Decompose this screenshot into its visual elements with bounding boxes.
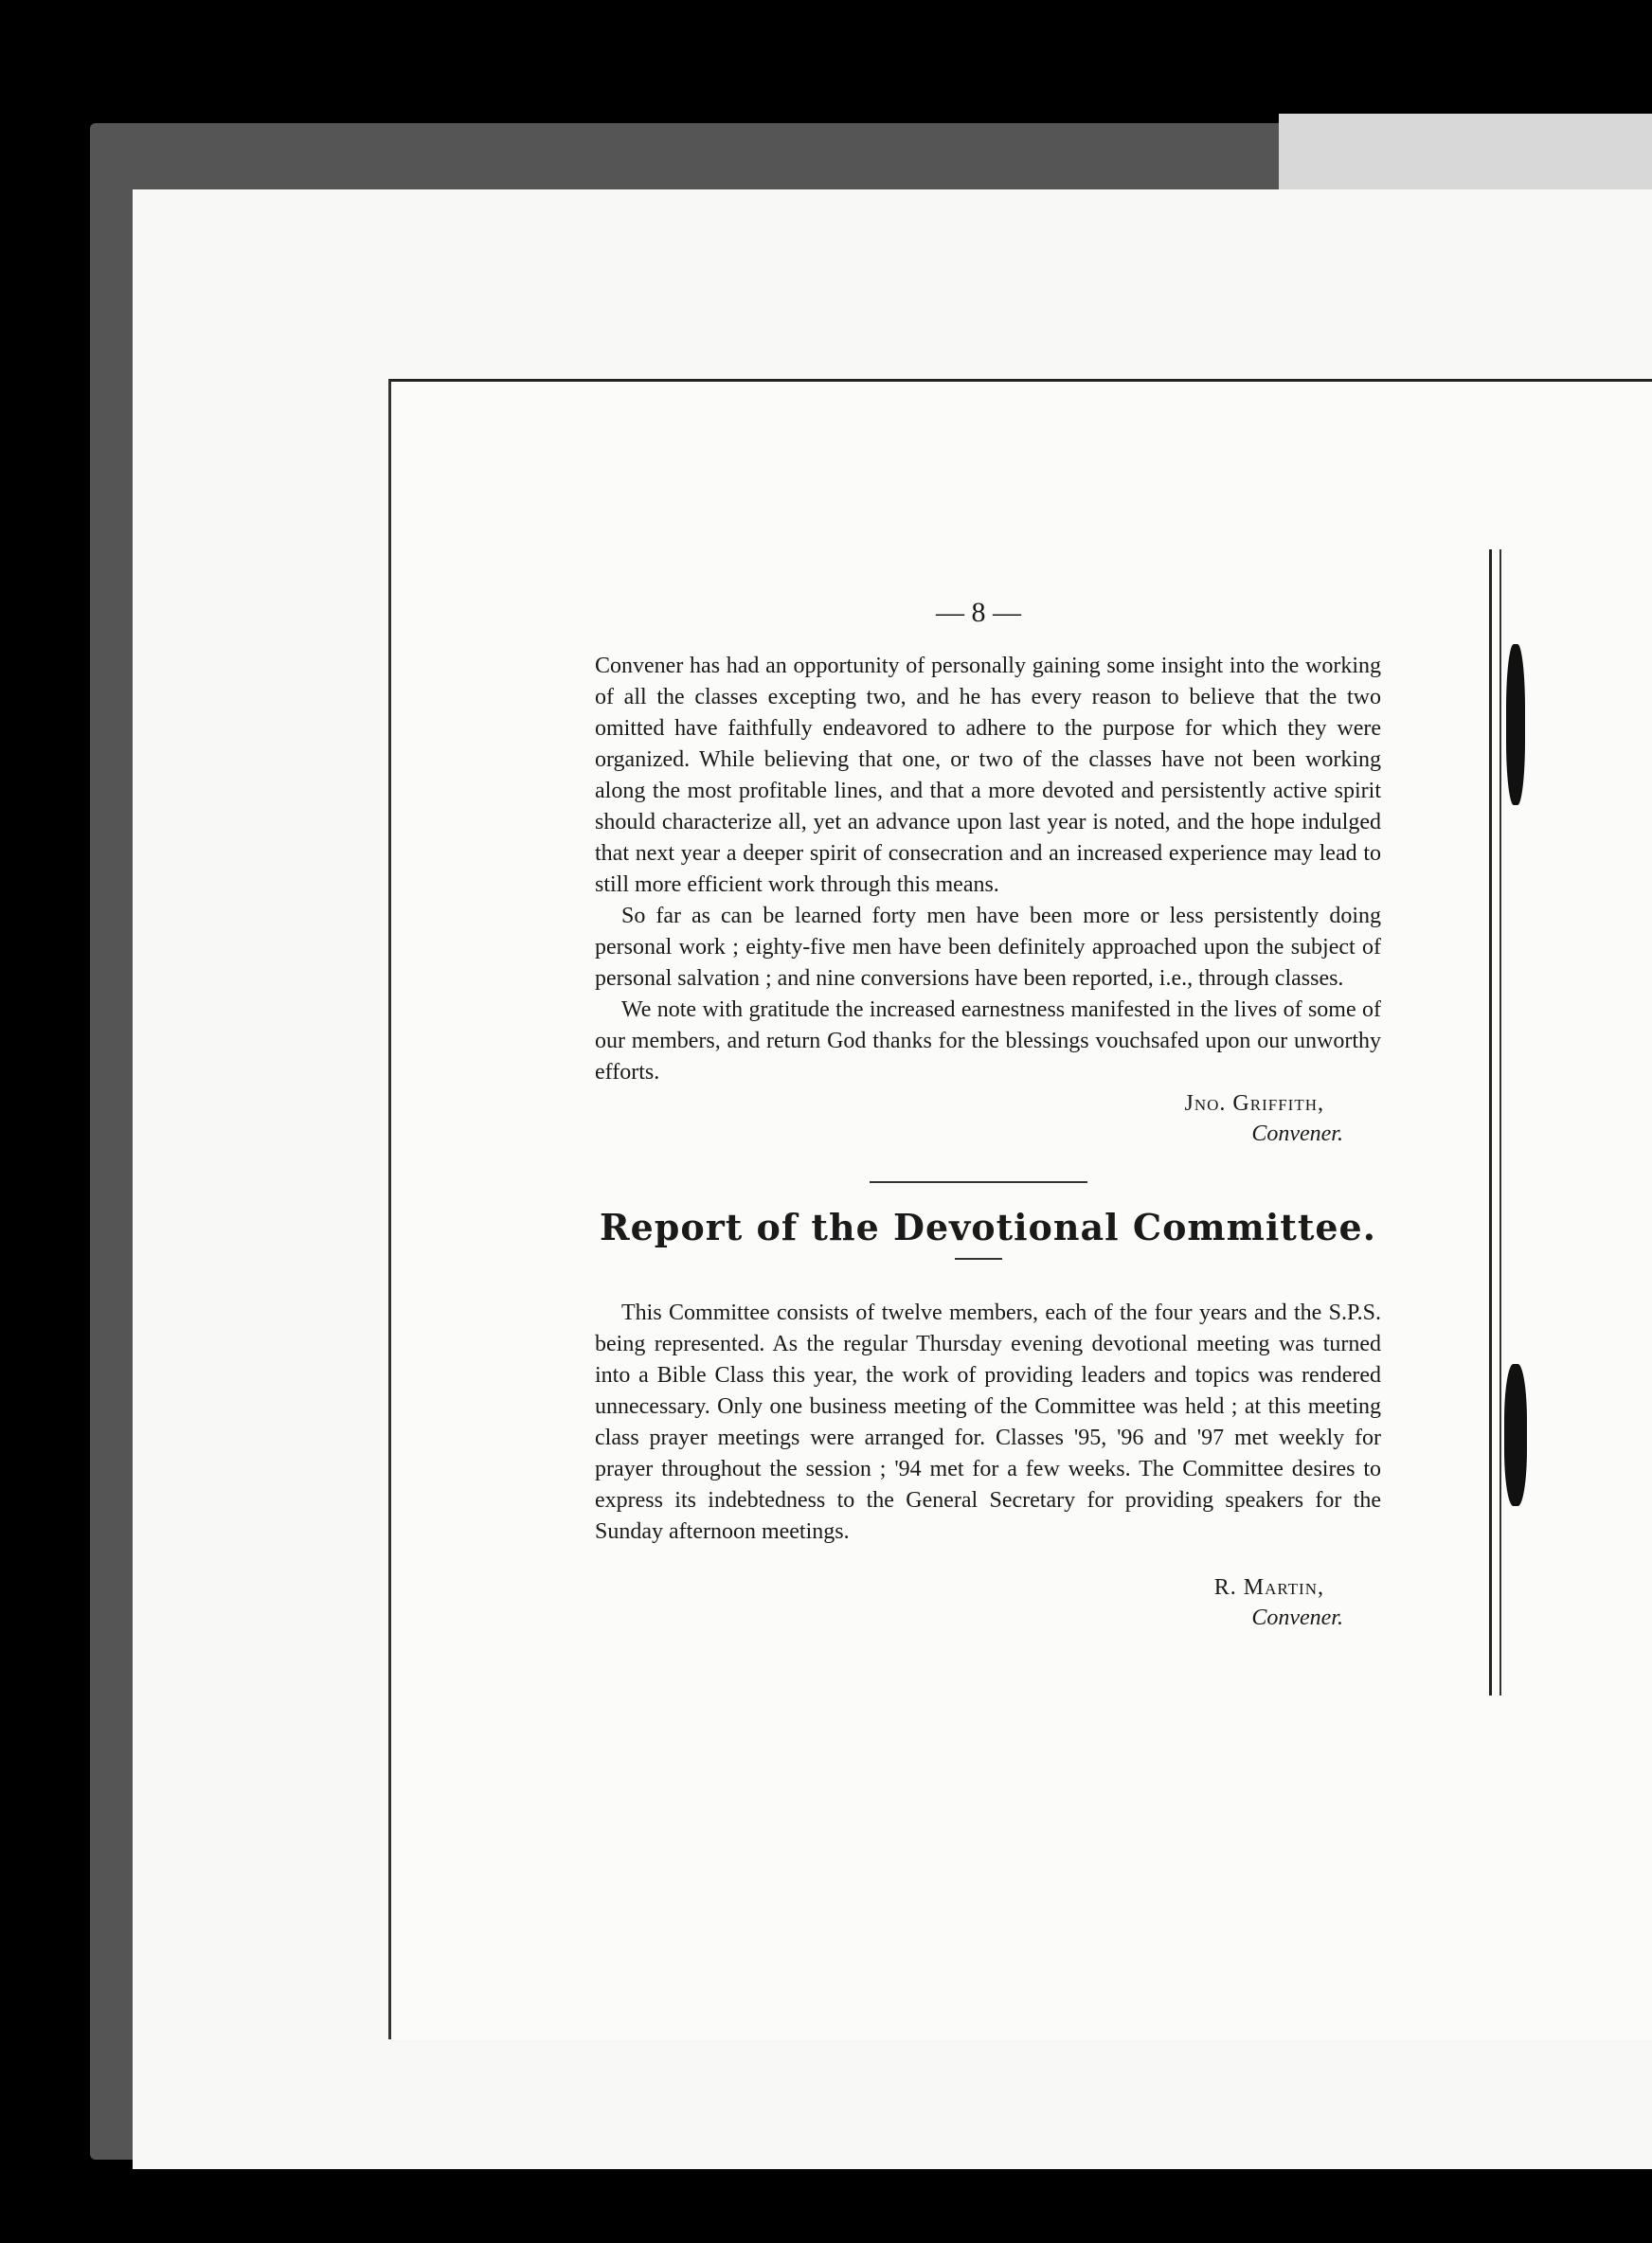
signature-name: Jno. Griffith, — [1184, 1091, 1324, 1116]
binding-edge — [1489, 549, 1501, 1696]
page-number: — 8 — — [936, 597, 1021, 628]
spacer — [595, 1548, 1381, 1572]
signature-role: Convener. — [1251, 1606, 1343, 1630]
section-heading: Report of the Devotional Committee. — [600, 1206, 1376, 1248]
page-content — [595, 597, 1381, 1633]
body-paragraph: We note with gratitude the increased earnestness manifested in the lives of some of our members, and return God thanks for the blessings vouchsafed upon our unworthy efforts. — [595, 997, 1381, 1085]
heading-underline — [955, 1258, 1002, 1260]
section-divider — [870, 1181, 1087, 1183]
adjacent-page-edge — [1279, 114, 1652, 199]
body-paragraph: So far as can be learned forty men have been more or less persistently doing personal work ; eighty-five men have been definitely approached upon the subject of personal salvation ; and nine conversions have been reported, i.e., through classes. — [595, 904, 1381, 991]
body-paragraph: Convener has had an opportunity of personally gaining some insight into the working of all the classes excepting two, and he has every reason to believe that the two omitted have faithfully endeavored to adhere to the purpose for which they were organized. While believing that one, or two of the classes have not been working along the most profitable lines, and that a more devoted and persistently active spirit should characterize all, yet an advance upon last year is noted, and the hope indulged that next year a deeper spirit of consecration and an increased experience may lead to still more efficient work through this means. — [595, 654, 1381, 897]
signature-role: Convener. — [1251, 1122, 1343, 1146]
ink-blot — [1506, 644, 1525, 805]
ink-blot — [1504, 1364, 1527, 1506]
devotional-paragraph: This Committee consists of twelve members, each of the four years and the S.P.S. being represented. As the regular Thursday evening devotional meeting was turned into a Bible Class this year, the work of providing leaders and topics was rendered unnecessary. Only one business meeting of the Committee was held ; at this meeting class prayer meetings were arranged for. Classes '95, '96 and '97 met weekly for prayer throughout the session ; '94 met for a few weeks. The Committee desires to express its indebtedness to the General Secretary for providing speakers for the Sunday afternoon meetings. — [595, 1301, 1381, 1544]
signature-name: R. Martin, — [1213, 1575, 1324, 1600]
